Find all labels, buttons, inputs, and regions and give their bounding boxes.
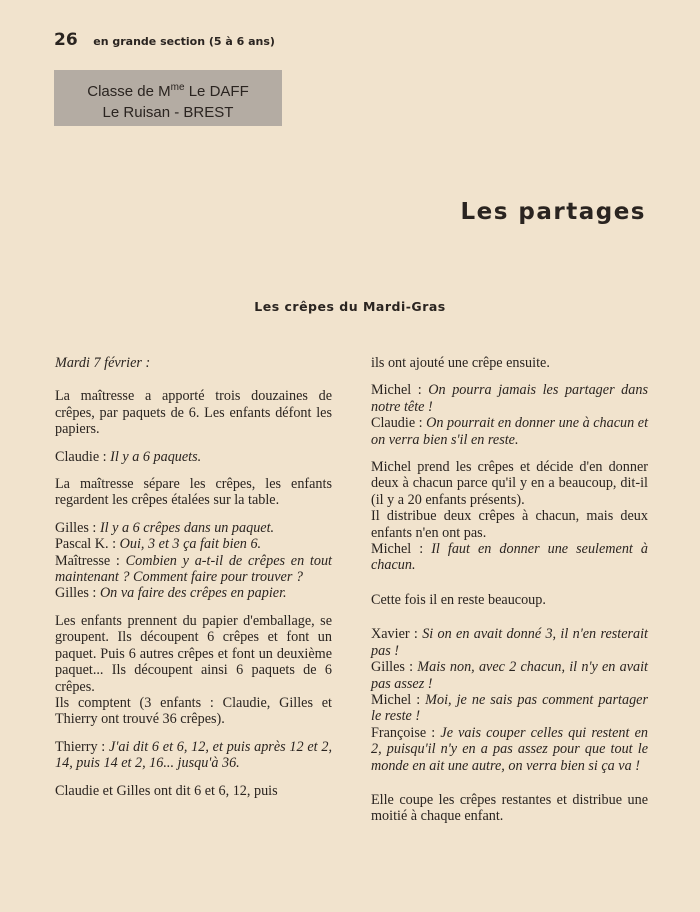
paragraph: Les enfants prennent du papier d'emballage, se groupent. Ils découpent 6 crêpes et font un paquet. Puis 6 autres crêpes et font un deuxième paquet... Ils découpent ainsi 6 paquets de 6 crêpes.	[55, 612, 332, 695]
dialogue-line: Claudie : Il y a 6 paquets.	[55, 448, 202, 465]
section-label: en grande section (5 à 6 ans)	[93, 35, 275, 48]
class-info-box	[54, 70, 282, 126]
dialogue-line: Gilles : On va faire des crêpes en papier.	[55, 585, 287, 602]
paragraph: Claudie et Gilles ont dit 6 et 6, 12, puis	[55, 782, 278, 799]
dialogue-line: Michel : Il faut en donner une seulement à chacun.	[371, 541, 648, 574]
right-column	[371, 355, 648, 836]
dialogue-line: Gilles : Mais non, avec 2 chacun, il n'y en avait pas assez !	[371, 659, 648, 692]
paragraph: La maîtresse sépare les crêpes, les enfants regardent les crêpes étalées sur la table.	[55, 476, 332, 509]
paragraph: Il distribue deux crêpes à chacun, mais deux enfants n'en ont pas.	[371, 508, 648, 541]
dialogue-line: Gilles : Il y a 6 crêpes dans un paquet.	[55, 519, 275, 536]
paragraph: Michel prend les crêpes et décide d'en donner deux à chacun parce qu'il y en a beaucoup, dit-il (il y a 20 enfants présents).	[371, 459, 648, 508]
paragraph: Ils comptent (3 enfants : Claudie, Gilles et Thierry ont trouvé 36 crêpes).	[55, 694, 332, 728]
date-line: Mardi 7 février :	[55, 355, 151, 371]
class-school-line: Le Ruisan - BREST	[102, 104, 234, 121]
page-number: 26	[54, 30, 78, 50]
dialogue-line: Thierry : J'ai dit 6 et 6, 12, et puis après 12 et 2, 14, puis 14 et 2, 16... jusqu'à 36.	[55, 738, 333, 772]
dialogue-line: Michel : On pourra jamais les partager dans notre tête !	[371, 382, 648, 415]
dialogue-line: Maîtresse : Combien y a-t-il de crêpes en tout maintenant ? Comment faire pour trouver ?	[55, 552, 332, 586]
paragraph: Cette fois il en reste beaucoup.	[371, 591, 546, 608]
dialogue-line: Claudie : On pourrait en donner une à chacun et on verra bien s'il en reste.	[371, 415, 649, 448]
left-column	[55, 355, 332, 810]
article-subtitle: Les crêpes du Mardi-Gras	[254, 299, 446, 314]
paragraph: Elle coupe les crêpes restantes et distribue une moitié à chaque enfant.	[371, 791, 648, 825]
dialogue-line: Françoise : Je vais couper celles qui restent en 2, puisqu'il n'y en a pas assez pour que tout le monde en ait une autre, on verra bien si ça va !	[371, 724, 648, 774]
page-header	[54, 30, 275, 50]
class-teacher-line: Classe de $M^{me}$ Le DAFF	[87, 82, 249, 100]
dialogue-line: Pascal K. : Oui, 3 et 3 ça fait bien 6.	[55, 536, 262, 553]
article-title: Les partages	[460, 199, 646, 225]
dialogue-line: Xavier : Si on en avait donné 3, il n'en resterait pas !	[371, 626, 648, 659]
paragraph: ils ont ajouté une crêpe ensuite.	[371, 355, 550, 371]
dialogue-line: Michel : Moi, je ne sais pas comment partager le reste !	[371, 691, 648, 725]
paragraph: La maîtresse a apporté trois douzaines de crêpes, par paquets de 6. Les enfants défont les papiers.	[55, 388, 332, 438]
